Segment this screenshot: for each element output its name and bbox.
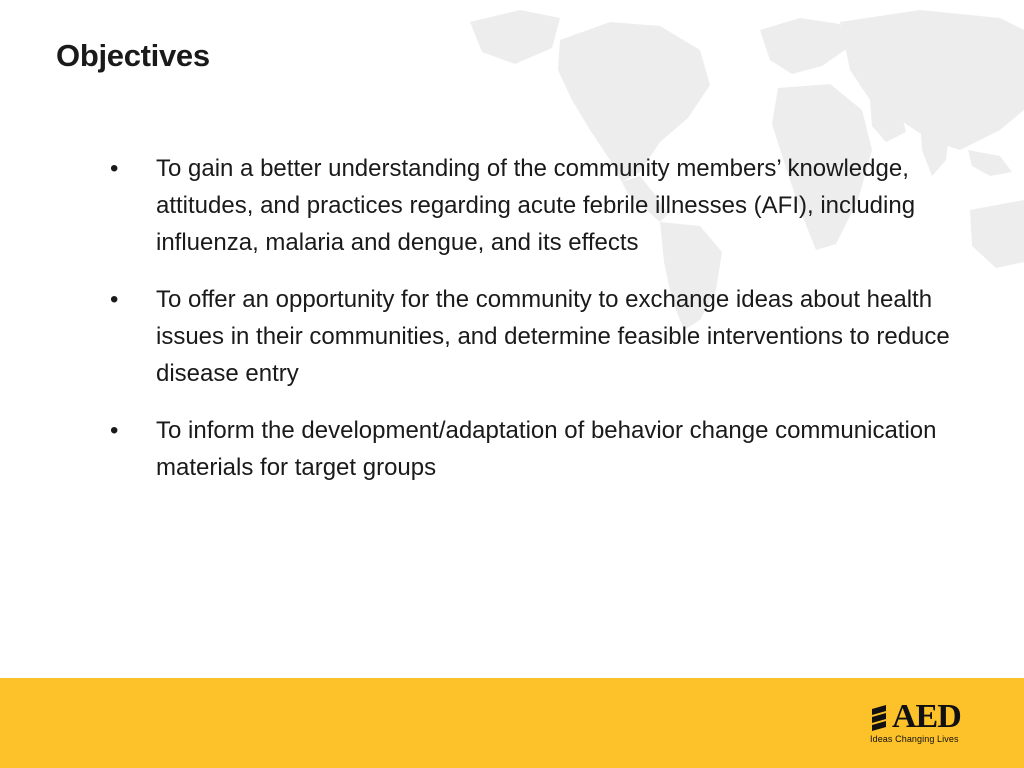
aed-logo (870, 698, 966, 748)
logo-tagline: Ideas Changing Lives (870, 734, 959, 744)
aed-logo-mark-icon (870, 705, 892, 731)
list-item (110, 412, 990, 486)
list-item (110, 150, 990, 261)
bullet-icon: • (110, 155, 119, 182)
slide-title: Objectives (56, 38, 210, 73)
bullet-text: To gain a better understanding of the community members’ knowledge, attitudes, and practices regarding acute febrile illnesses (AFI), including influenza, malaria and dengue, and its effects (156, 155, 916, 256)
logo-wordmark: AED (892, 698, 961, 735)
bullet-icon: • (110, 286, 119, 313)
bullet-text: To inform the development/adaptation of behavior change communication materials for target groups (156, 417, 937, 481)
bullet-icon: • (110, 417, 119, 444)
bullet-text: To offer an opportunity for the community to exchange ideas about health issues in their communities, and determine feasible interventions to reduce disease entry (156, 286, 950, 387)
footer-bar (0, 678, 1024, 768)
list-item (110, 281, 990, 392)
objectives-list (110, 150, 990, 506)
